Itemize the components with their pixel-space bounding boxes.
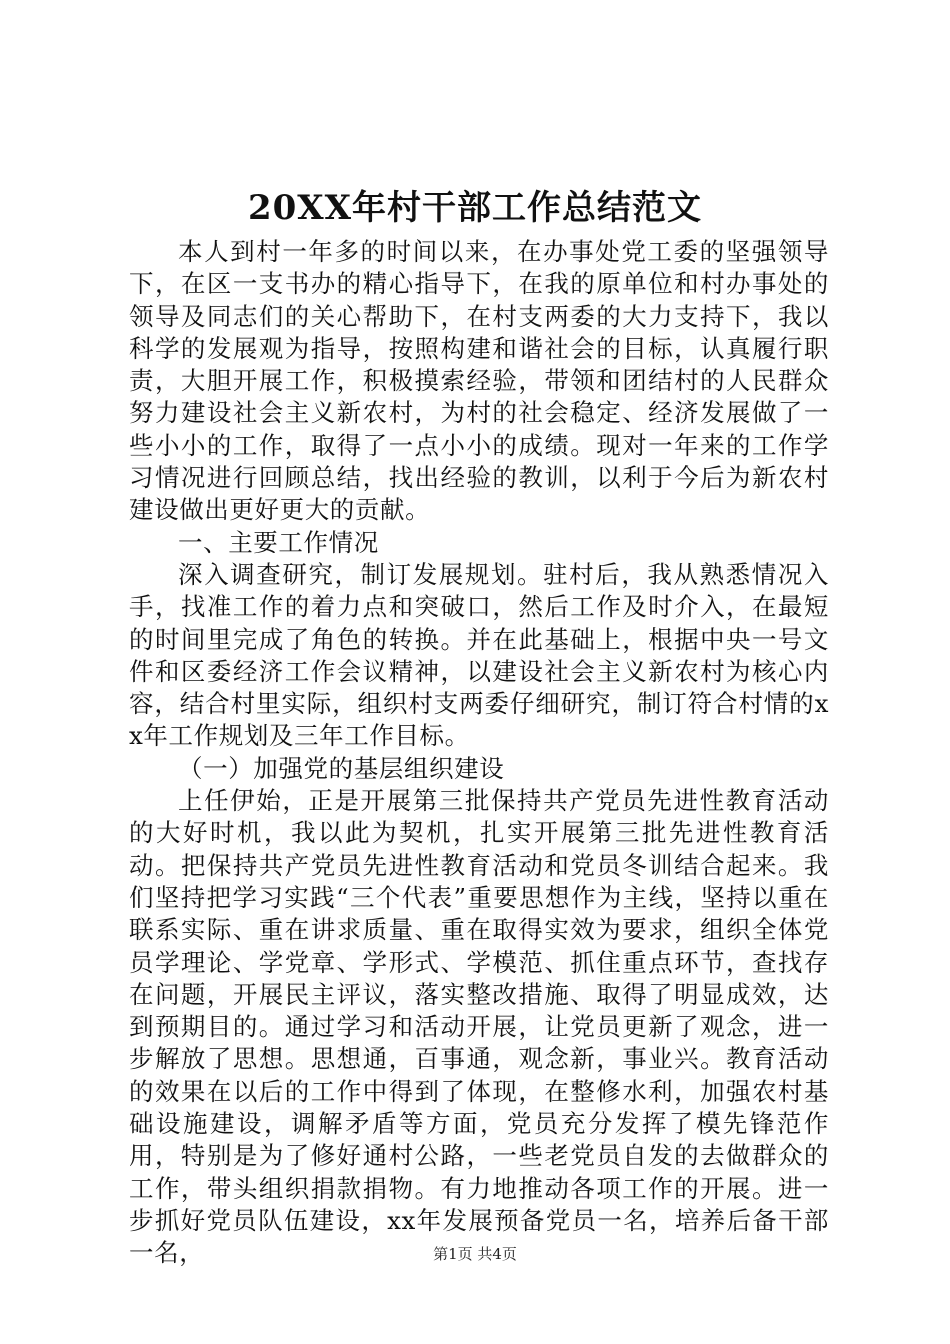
document-body	[129, 236, 829, 1270]
subsection-heading-party-building: （一）加强党的基层组织建设	[178, 753, 505, 783]
page-number-footer: 第1页 共4页	[433, 1245, 517, 1263]
document-title: 20XX年村干部工作总结范文	[247, 188, 703, 228]
section-heading-main-work: 一、主要工作情况	[178, 527, 379, 557]
paragraph-intro: 本人到村一年多的时间以来，在办事处党工委的坚强领导下，在区一支书办的精心指导下，在我的原单位和村办事处的领导及同志们的关心帮助下，在村支两委的大力支持下，我以科学的发展观为指导，按照构建和谐社会的目标，认真履行职责，大胆开展工作，积极摸索经验，带领和团结村的人民群众努力建设社会主义新农村，为村的社会稳定、经济发展做了一些小小的工作，取得了一点小小的成绩。现对一年来的工作学习情况进行回顾总结，找出经验的教训，以利于今后为新农村建设做出更好更大的贡献。	[129, 237, 829, 525]
paragraph-party-education: 上任伊始，正是开展第三批保持共产党员先进性教育活动的大好时机，我以此为契机，扎实开展第三批先进性教育活动。把保持共产党员先进性教育活动和党员冬训结合起来。我们坚持把学习实践“三个代表”重要思想作为主线，坚持以重在联系实际、重在讲求质量、重在取得实效为要求，组织全体党员学理论、学党章、学形式、学模范、抓住重点环节，查找存在问题，开展民主评议，落实整改措施、取得了明显成效，达到预期目的。通过学习和活动开展，让党员更新了观念，进一步解放了思想。思想通，百事通，观念新，事业兴。教育活动的效果在以后的工作中得到了体现，在整修水利，加强农村基础设施建设，调解矛盾等方面，党员充分发挥了模先锋范作用，特别是为了修好通村公路，一些老党员自发的去做群众的工作，带头组织捐款捐物。有力地推动各项工作的开展。进一步抓好党员队伍建设，xx年发展预备党员一名，培养后备干部一名，	[129, 786, 829, 1268]
paragraph-research-planning: 深入调查研究，制订发展规划。驻村后，我从熟悉情况入手，找准工作的着力点和突破口，然后工作及时介入，在最短的时间里完成了角色的转换。并在此基础上，根据中央一号文件和区委经济工作会议精神，以建设社会主义新农村为核心内容，结合村里实际，组织村支两委仔细研究，制订符合村情的xx年工作规划及三年工作目标。	[129, 559, 829, 751]
